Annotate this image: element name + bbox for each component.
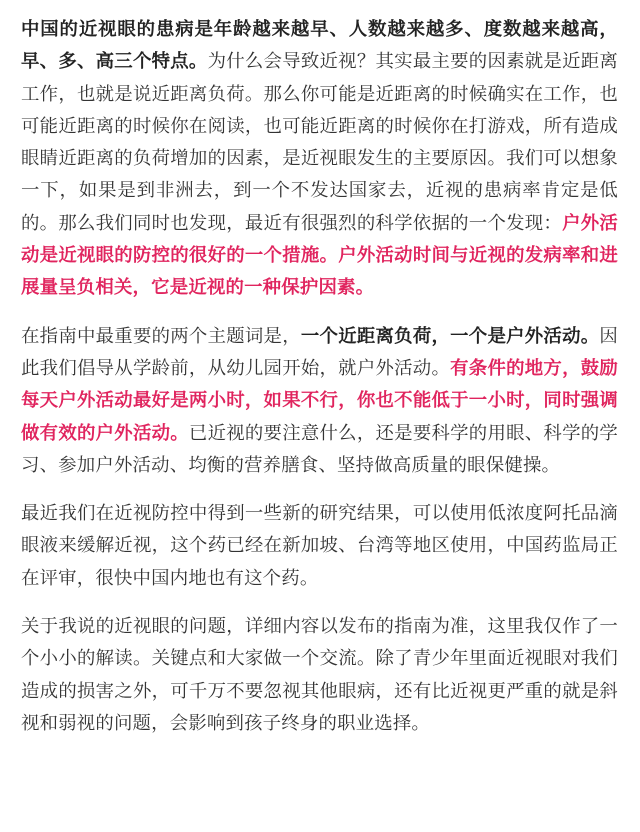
highlight-text: 有条件的地方，鼓励每天户外活动最好是两小时，如果不行，你也不能低于一小时，同时强调做有效的户外活动。 xyxy=(21,357,618,444)
body-text: 在指南中最重要的两个主题词是， xyxy=(21,325,301,347)
paragraph-2 xyxy=(21,321,618,482)
bold-text: 中国的近视眼的患病是年龄越来越早、人数越来越多、度数越来越高，早、多、高三个特点。 xyxy=(21,19,618,73)
body-text: 最近我们在近视防控中得到一些新的研究结果，可以使用低浓度阿托品滴眼液来缓解近视，这个药已经在新加坡、台湾等地区使用，中国药监局正在评审，很快中国内地也有这个药。 xyxy=(21,503,618,589)
paragraph-1 xyxy=(21,14,618,305)
body-text: 为什么会导致近视？其实最主要的因素就是近距离工作，也就是说近距离负荷。那么你可能是近距离的时候确实在工作，也可能近距离的时候你在阅读，也可能近距离的时候你在打游戏，所有造成眼睛近距离的负荷增加的因素，是近视眼发生的主要原因。我们可以想象一下，如果是到非洲去，到一个不发达国家去，近视的患病率肯定是低的。那么我们同时也发现，最近有很强烈的科学依据的一个发现： xyxy=(21,51,618,234)
body-text: 已近视的要注意什么，还是要科学的用眼、科学的学习、参加户外活动、均衡的营养膳食、坚持做高质量的眼保健操。 xyxy=(21,422,618,476)
body-text: 因此我们倡导从学龄前，从幼儿园开始，就户外活动。 xyxy=(21,325,618,379)
paragraph-4 xyxy=(21,611,618,740)
highlight-text: 户外活动是近视眼的防控的很好的一个措施。户外活动时间与近视的发病率和进展量呈负相关，它是近视的一种保护因素。 xyxy=(21,212,618,299)
article-body xyxy=(21,14,618,740)
bold-text: 一个近距离负荷，一个是户外活动。 xyxy=(300,325,600,347)
body-text: 关于我说的近视眼的问题，详细内容以发布的指南为准，这里我仅作了一个小小的解读。关键点和大家做一个交流。除了青少年里面近视眼对我们造成的损害之外，可千万不要忽视其他眼病，还有比近视更严重的就是斜视和弱视的问题，会影响到孩子终身的职业选择。 xyxy=(21,616,618,734)
paragraph-3 xyxy=(21,498,618,595)
